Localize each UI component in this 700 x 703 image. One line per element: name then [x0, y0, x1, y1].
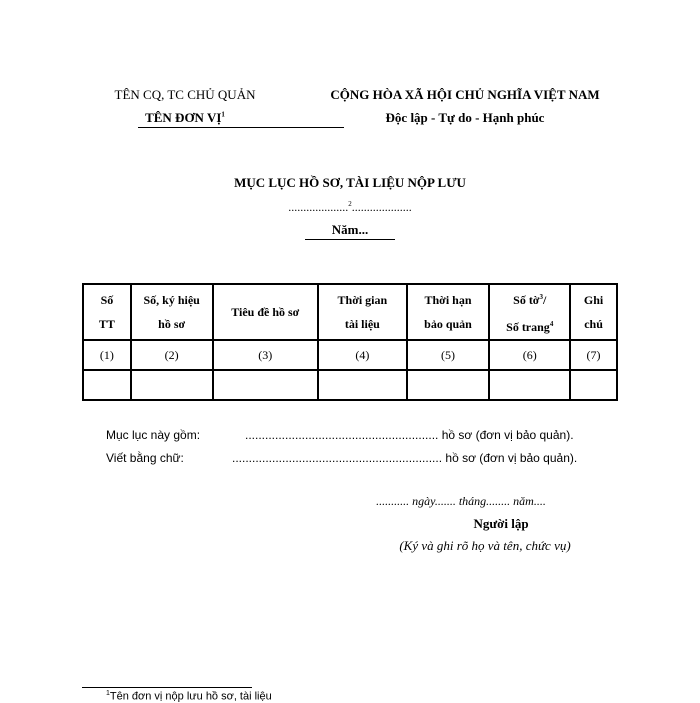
header-cell-title [213, 284, 319, 340]
header-text: Thời hạn [424, 293, 472, 307]
empty-cell [131, 370, 213, 400]
column-number: (2) [131, 340, 213, 370]
header-text: / [542, 293, 547, 307]
country-header [300, 87, 630, 126]
footnote-separator [82, 687, 252, 688]
title-dots-left: .................... [288, 200, 349, 214]
date-line: ........... ngày....... tháng........ năm.... [376, 494, 546, 508]
header-text: bảo quản [424, 317, 472, 331]
motto: Độc lập - Tự do - Hạnh phúc [385, 110, 545, 125]
summary-words-dots: ............................................................... [232, 451, 443, 465]
empty-cell [213, 370, 319, 400]
header-text: Ghi [583, 293, 604, 307]
footnote [106, 690, 272, 703]
year-underline [305, 239, 395, 240]
header-cell-stt [83, 284, 131, 340]
column-number-row [83, 340, 617, 370]
empty-cell [318, 370, 407, 400]
unit-underline [138, 127, 344, 128]
empty-cell [570, 370, 617, 400]
document-title: MỤC LỤC HỒ SƠ, TÀI LIỆU NỘP LƯU [234, 175, 466, 190]
summary-count-dots: .......................................................... [245, 428, 439, 442]
header-cell-pages [489, 284, 570, 340]
header-cell-retention [407, 284, 490, 340]
footnote-text: Tên đơn vị nộp lưu hồ sơ, tài liệu [109, 690, 272, 703]
empty-cell [83, 370, 131, 400]
header-text: Số tờ [513, 293, 540, 307]
header-text: Số trang [506, 320, 550, 334]
title-footnote-mark: 2 [348, 200, 352, 208]
footnote-mark: 1 [106, 690, 110, 697]
column-number: (5) [407, 340, 490, 370]
column-number: (3) [213, 340, 319, 370]
header-text: Thời gian [337, 293, 388, 307]
header-text: TT [98, 317, 115, 331]
country-name: CỘNG HÒA XÃ HỘI CHỦ NGHĨA VIỆT NAM [330, 87, 600, 102]
column-number: (6) [489, 340, 570, 370]
column-number: (1) [83, 340, 131, 370]
summary-words-label: Viết bằng chữ: [106, 451, 184, 465]
signer-title: Người lập [473, 516, 529, 531]
column-number: (4) [318, 340, 407, 370]
unit-name [100, 110, 270, 126]
summary-count-line [245, 428, 574, 442]
title-dots-right: .................... [351, 200, 412, 214]
unit-footnote-mark: 1 [221, 110, 225, 119]
empty-data-row [83, 370, 617, 400]
summary-count-suffix: hồ sơ (đơn vị bảo quản). [441, 428, 574, 442]
header-cell-time [318, 284, 407, 340]
header-cell-note [570, 284, 617, 340]
header-text: Số, ký hiệu [143, 293, 200, 307]
agency-name: TÊN CQ, TC CHỦ QUẢN [114, 87, 256, 102]
header-cell-symbol [131, 284, 213, 340]
agency-header [100, 87, 270, 126]
header-text: chú [584, 317, 603, 331]
column-number: (7) [570, 340, 617, 370]
unit-name-text: TÊN ĐƠN VỊ [145, 110, 222, 125]
footnote-mark: 4 [549, 320, 554, 328]
signature-note: (Ký và ghi rõ họ và tên, chức vụ) [399, 538, 571, 553]
summary-count-label: Mục lục này gồm: [106, 428, 201, 442]
empty-cell [489, 370, 570, 400]
header-text: Tiêu đề hồ sơ [231, 305, 300, 319]
footnote-mark: 3 [539, 293, 543, 301]
header-text: hồ sơ [158, 317, 186, 331]
title-dots-line [200, 200, 500, 215]
year-label: Năm... [331, 222, 369, 237]
header-text: Số [100, 293, 114, 307]
table-header-row [83, 284, 617, 340]
empty-cell [407, 370, 490, 400]
header-text: tài liệu [344, 317, 380, 331]
records-table [82, 283, 618, 401]
summary-words-line [232, 451, 577, 465]
summary-words-suffix: hồ sơ (đơn vị bảo quản). [445, 451, 578, 465]
